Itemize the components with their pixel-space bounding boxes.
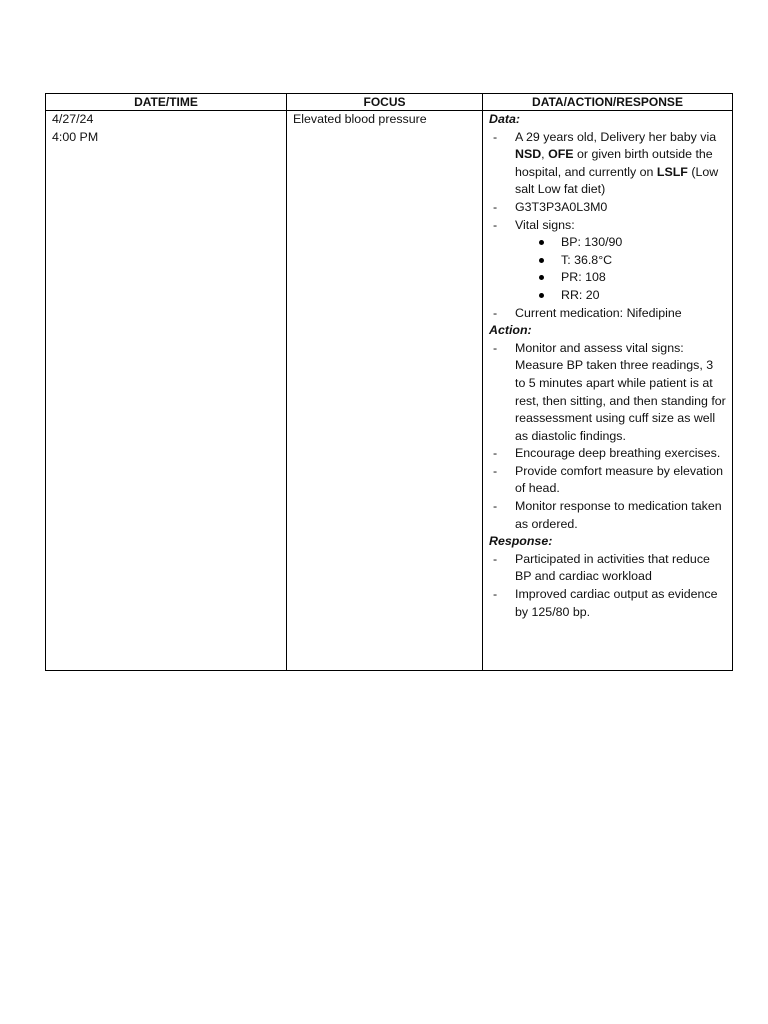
list-item: - Encourage deep breathing exercises. xyxy=(515,445,726,463)
current-medication: Current medication: Nifedipine xyxy=(515,305,682,320)
vital-sign-item: RR: 20 xyxy=(561,287,726,305)
data-item-text: , xyxy=(541,147,549,162)
vital-sign-item: T: 36.8°C xyxy=(561,252,726,270)
list-item: - Monitor and assess vital signs: Measure BP taken three readings, 3 to 5 minutes apart while patient is at rest, then sitting, and then standing for reassessment using cuff size as well as diastolic findings. xyxy=(515,340,726,446)
focus-text: Elevated blood pressure xyxy=(293,112,427,126)
vital-signs-label: Vital signs: xyxy=(515,217,575,232)
vital-sign-item: PR: 108 xyxy=(561,269,726,287)
data-heading: Data: xyxy=(489,112,520,126)
data-list xyxy=(489,129,726,323)
entry-date: 4/27/24 xyxy=(52,112,94,126)
data-item-text: (Low salt Low fat diet) xyxy=(515,164,719,197)
data-item-text: A 29 years old, Delivery her baby via xyxy=(515,129,717,144)
nursing-notes-table xyxy=(45,93,733,671)
date-time-cell xyxy=(46,111,287,671)
list-item: - Monitor response to medication taken as ordered. xyxy=(515,498,726,533)
obstetric-score: G3T3P3A0L3M0 xyxy=(515,199,608,214)
list-item: - Improved cardiac output as evidence by 125/80 bp. xyxy=(515,586,726,621)
abbr-ofe: OFE xyxy=(548,147,574,162)
action-heading: Action: xyxy=(489,323,532,338)
list-item xyxy=(515,217,726,305)
list-item xyxy=(515,199,726,217)
focus-cell xyxy=(287,111,483,671)
abbr-lslf: LSLF xyxy=(656,164,688,179)
abbr-nsd: NSD xyxy=(515,147,542,162)
header-row xyxy=(46,94,733,111)
list-item xyxy=(515,305,726,323)
action-list xyxy=(489,340,726,534)
vital-sign-item: BP: 130/90 xyxy=(561,234,726,252)
vital-signs-list xyxy=(515,234,726,304)
list-item xyxy=(515,129,726,199)
list-item: - Provide comfort measure by elevation of head. xyxy=(515,463,726,498)
dar-cell xyxy=(483,111,733,671)
header-data-action-response: DATA/ACTION/RESPONSE xyxy=(483,94,733,111)
header-date-time: DATE/TIME xyxy=(46,94,287,111)
entry-time: 4:00 PM xyxy=(52,129,99,144)
header-focus: FOCUS xyxy=(287,94,483,111)
data-item-text: or given birth outside the hospital, and currently on xyxy=(515,147,713,179)
table-row xyxy=(46,111,733,671)
response-list xyxy=(489,551,726,621)
response-heading: Response: xyxy=(489,534,553,549)
list-item: - Participated in activities that reduce BP and cardiac workload xyxy=(515,551,726,586)
